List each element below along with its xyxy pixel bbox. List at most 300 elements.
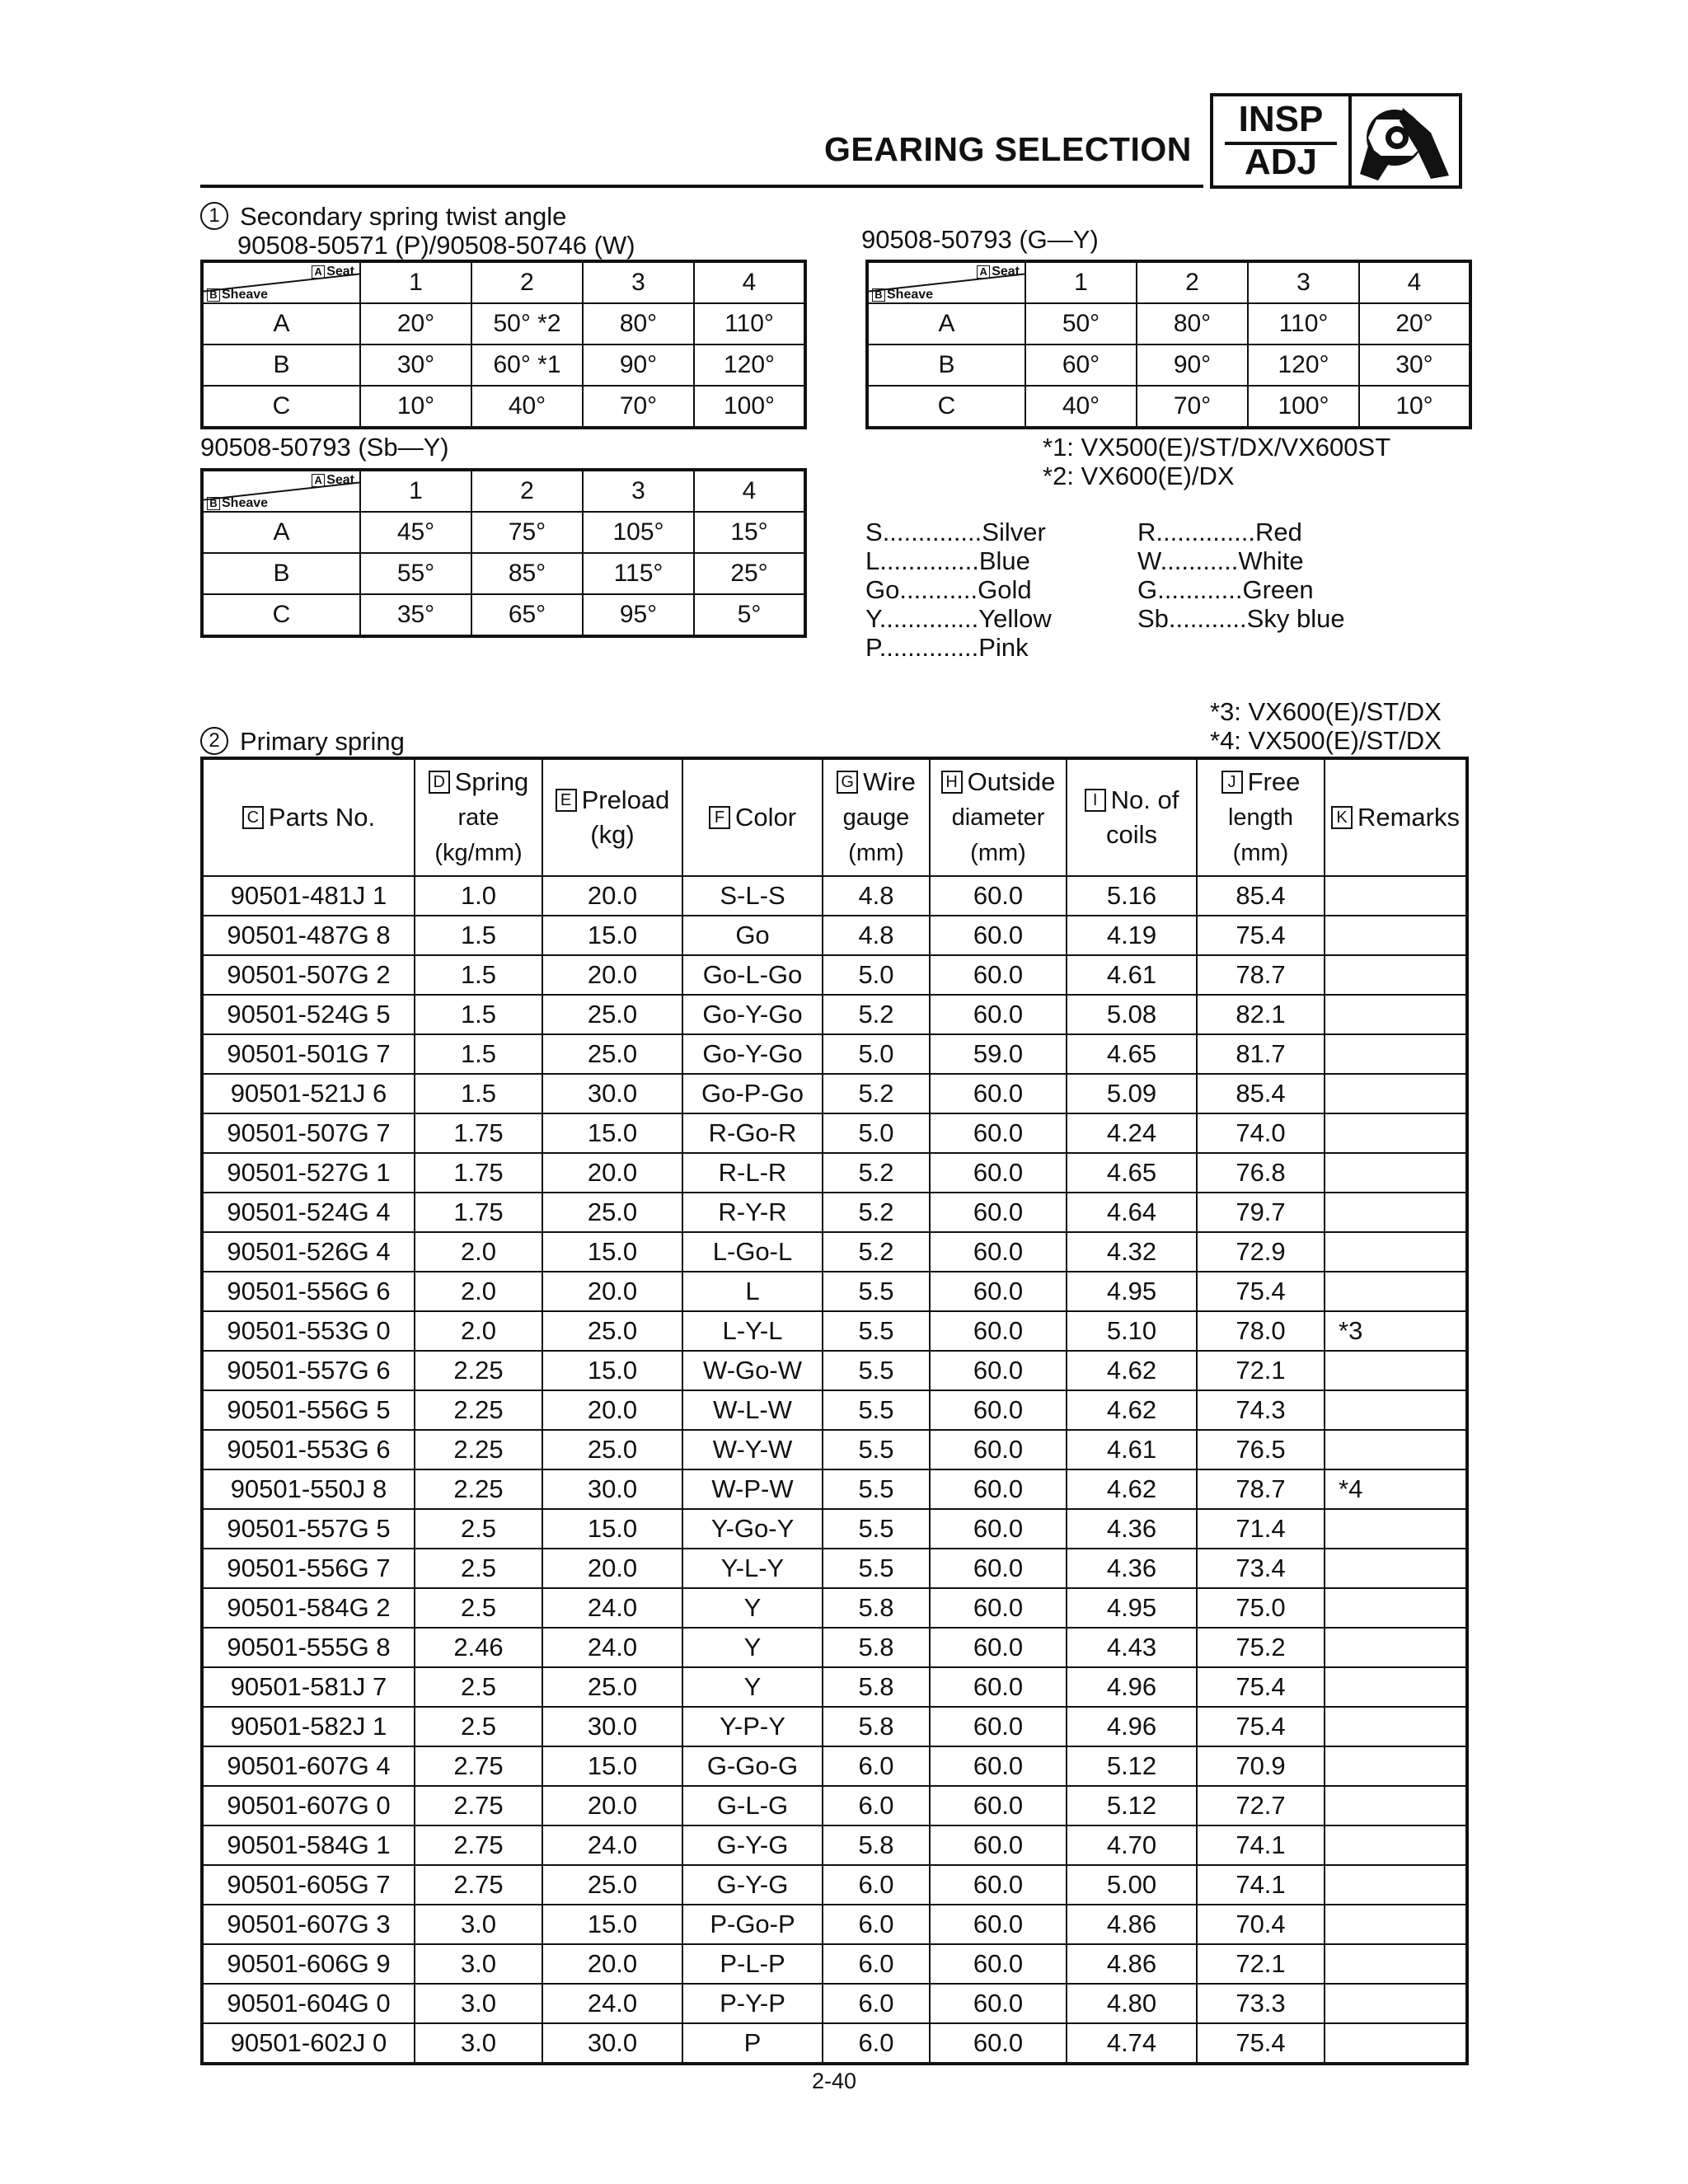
spring-rate-cell: 1.5 <box>415 955 542 995</box>
wire-gauge-cell: 4.8 <box>823 876 930 916</box>
outside-diameter-cell: 60.0 <box>930 916 1067 955</box>
parts-no-cell: 90501-553G 0 <box>202 1311 415 1351</box>
outside-diameter-cell: 60.0 <box>930 1153 1067 1193</box>
outside-diameter-cell: 60.0 <box>930 1193 1067 1232</box>
table2-part-label: 90508-50793 (G—Y) <box>861 225 1099 254</box>
preload-cell: 15.0 <box>542 1905 682 1944</box>
coils-cell: 5.12 <box>1067 1746 1197 1786</box>
spring-rate-cell: 2.0 <box>415 1311 542 1351</box>
table-row <box>202 386 805 428</box>
preload-cell: 20.0 <box>542 1153 682 1193</box>
remarks-cell: *3 <box>1325 1311 1467 1351</box>
spring-rate-cell: 3.0 <box>415 2023 542 2064</box>
table-row <box>202 1193 1467 1232</box>
free-length-cell: 78.0 <box>1197 1311 1325 1351</box>
color-cell: Y <box>682 1667 823 1707</box>
column-header <box>1067 758 1197 876</box>
row-label: B <box>202 553 360 594</box>
legend-item: Sb...........Sky blue <box>1137 604 1345 633</box>
remarks-cell <box>1325 1272 1467 1311</box>
spring-rate-cell: 1.75 <box>415 1193 542 1232</box>
wire-gauge-cell: 6.0 <box>823 1746 930 1786</box>
remarks-cell <box>1325 995 1467 1034</box>
table-row <box>202 1153 1467 1193</box>
coils-cell: 4.43 <box>1067 1628 1197 1667</box>
outside-diameter-cell: 60.0 <box>930 1825 1067 1865</box>
parts-no-cell: 90501-607G 0 <box>202 1786 415 1825</box>
column-header <box>542 758 682 876</box>
parts-no-cell: 90501-550J 8 <box>202 1469 415 1509</box>
wire-gauge-cell: 5.5 <box>823 1509 930 1549</box>
wire-gauge-cell: 5.5 <box>823 1549 930 1588</box>
outside-diameter-cell: 60.0 <box>930 1272 1067 1311</box>
preload-cell: 15.0 <box>542 916 682 955</box>
color-cell: Y-L-Y <box>682 1549 823 1588</box>
table-row <box>202 553 805 594</box>
free-length-cell: 70.4 <box>1197 1905 1325 1944</box>
legend-item: R..............Red <box>1137 518 1302 546</box>
angle-cell: 5° <box>694 594 805 636</box>
color-cell: Go-P-Go <box>682 1074 823 1113</box>
parts-no-cell: 90501-557G 6 <box>202 1351 415 1390</box>
parts-no-cell: 90501-606G 9 <box>202 1944 415 1984</box>
coils-cell: 4.74 <box>1067 2023 1197 2064</box>
spring-rate-cell: 1.5 <box>415 916 542 955</box>
footnote-4: *4: VX500(E)/ST/DX <box>1210 726 1442 755</box>
table-row <box>202 1074 1467 1113</box>
color-cell: P-Y-P <box>682 1984 823 2023</box>
spring-rate-cell: 1.75 <box>415 1113 542 1153</box>
column-header-text: Parts No. <box>268 803 376 832</box>
wire-gauge-cell: 5.0 <box>823 1034 930 1074</box>
angle-cell: 55° <box>360 553 471 594</box>
outside-diameter-cell: 60.0 <box>930 1509 1067 1549</box>
legend-item: P..............Pink <box>865 633 1029 662</box>
secondary-caption-text: Secondary spring twist angle <box>240 202 567 231</box>
preload-cell: 20.0 <box>542 1944 682 1984</box>
preload-cell: 30.0 <box>542 1707 682 1746</box>
row-label: C <box>202 386 360 428</box>
free-length-cell: 73.4 <box>1197 1549 1325 1588</box>
free-length-cell: 75.4 <box>1197 1272 1325 1311</box>
column-header-text: Preload <box>581 785 670 814</box>
angle-cell: 50° <box>1025 303 1137 344</box>
column-letter-box: G <box>837 771 858 794</box>
coils-cell: 4.19 <box>1067 916 1197 955</box>
table-row <box>202 1351 1467 1390</box>
footnote-3: *3: VX600(E)/ST/DX <box>1210 697 1442 726</box>
wire-gauge-cell: 4.8 <box>823 916 930 955</box>
angle-cell: 90° <box>1137 344 1248 386</box>
free-length-cell: 72.1 <box>1197 1944 1325 1984</box>
column-header <box>930 758 1067 876</box>
table-row <box>202 1905 1467 1944</box>
column-header <box>823 758 930 876</box>
remarks-cell <box>1325 1430 1467 1469</box>
row-label: B <box>867 344 1025 386</box>
color-cell: G-Go-G <box>682 1746 823 1786</box>
outside-diameter-cell: 60.0 <box>930 1469 1067 1509</box>
angle-cell: 85° <box>471 553 583 594</box>
legend-item: Y..............Yellow <box>865 604 1052 633</box>
spring-rate-cell: 2.5 <box>415 1549 542 1588</box>
table-row <box>202 594 805 636</box>
table-row <box>202 1825 1467 1865</box>
coils-cell: 4.95 <box>1067 1272 1197 1311</box>
free-length-cell: 75.4 <box>1197 1667 1325 1707</box>
outside-diameter-cell: 60.0 <box>930 1865 1067 1905</box>
parts-no-cell: 90501-581J 7 <box>202 1667 415 1707</box>
wrench-icon <box>1352 96 1459 185</box>
seat-sheave-header <box>202 470 360 512</box>
angle-cell: 25° <box>694 553 805 594</box>
color-cell: W-P-W <box>682 1469 823 1509</box>
outside-diameter-cell: 60.0 <box>930 1232 1067 1272</box>
coils-cell: 4.64 <box>1067 1193 1197 1232</box>
spring-rate-cell: 2.0 <box>415 1272 542 1311</box>
outside-diameter-cell: 60.0 <box>930 1786 1067 1825</box>
coils-cell: 5.16 <box>1067 876 1197 916</box>
spring-rate-cell: 1.5 <box>415 1074 542 1113</box>
row-label: A <box>867 303 1025 344</box>
angle-cell: 50° *2 <box>471 303 583 344</box>
table1-part-label: 90508-50571 (P)/90508-50746 (W) <box>237 231 635 260</box>
color-cell: Go-Y-Go <box>682 1034 823 1074</box>
column-header-text: Color <box>734 803 797 832</box>
angle-cell: 30° <box>1359 344 1470 386</box>
free-length-cell: 72.9 <box>1197 1232 1325 1272</box>
sheave-label: B Sheave <box>207 496 268 511</box>
column-letter-box: C <box>242 806 264 829</box>
preload-cell: 15.0 <box>542 1509 682 1549</box>
col-header: 3 <box>583 261 694 303</box>
badge-text-cell <box>1213 96 1352 185</box>
column-header <box>1197 758 1325 876</box>
coils-cell: 4.61 <box>1067 955 1197 995</box>
column-letter-box: J <box>1221 771 1243 794</box>
free-length-cell: 75.4 <box>1197 1707 1325 1746</box>
spring-rate-cell: 2.75 <box>415 1865 542 1905</box>
wire-gauge-cell: 5.0 <box>823 1113 930 1153</box>
coils-cell: 5.10 <box>1067 1311 1197 1351</box>
section-number-circle: 1 <box>200 202 228 230</box>
table-row <box>202 2023 1467 2064</box>
angle-cell: 60° <box>1025 344 1137 386</box>
column-header-text: (kg) <box>590 820 635 849</box>
preload-cell: 20.0 <box>542 1272 682 1311</box>
free-length-cell: 82.1 <box>1197 995 1325 1034</box>
parts-no-cell: 90501-507G 7 <box>202 1113 415 1153</box>
footnote-1: *1: VX500(E)/ST/DX/VX600ST <box>1043 433 1391 462</box>
wire-gauge-cell: 5.8 <box>823 1825 930 1865</box>
table-row <box>202 1034 1467 1074</box>
outside-diameter-cell: 60.0 <box>930 1944 1067 1984</box>
column-letter-box: I <box>1085 789 1106 812</box>
parts-no-cell: 90501-605G 7 <box>202 1865 415 1905</box>
parts-no-cell: 90501-556G 6 <box>202 1272 415 1311</box>
preload-cell: 20.0 <box>542 1549 682 1588</box>
spring-rate-cell: 2.5 <box>415 1667 542 1707</box>
column-header-text: diameter <box>951 804 1045 831</box>
angle-cell: 10° <box>360 386 471 428</box>
parts-no-cell: 90501-607G 4 <box>202 1746 415 1786</box>
col-header: 1 <box>1025 261 1137 303</box>
seat-label: A Seat <box>312 473 354 488</box>
badge-insp-label: INSP <box>1238 99 1324 139</box>
angle-cell: 100° <box>1248 386 1359 428</box>
color-cell: Go <box>682 916 823 955</box>
parts-no-cell: 90501-602J 0 <box>202 2023 415 2064</box>
column-header-text: No. of <box>1110 785 1179 814</box>
free-length-cell: 74.1 <box>1197 1865 1325 1905</box>
preload-cell: 20.0 <box>542 1390 682 1430</box>
angle-cell: 110° <box>694 303 805 344</box>
angle-cell: 65° <box>471 594 583 636</box>
outside-diameter-cell: 60.0 <box>930 1351 1067 1390</box>
color-cell: G-Y-G <box>682 1825 823 1865</box>
row-label: A <box>202 303 360 344</box>
column-header-text: (kg/mm) <box>434 840 523 866</box>
color-cell: Y <box>682 1628 823 1667</box>
col-header: 1 <box>360 261 471 303</box>
angle-cell: 70° <box>1137 386 1248 428</box>
col-header: 2 <box>471 470 583 512</box>
preload-cell: 25.0 <box>542 1311 682 1351</box>
angle-cell: 115° <box>583 553 694 594</box>
coils-cell: 4.96 <box>1067 1667 1197 1707</box>
column-header <box>682 758 823 876</box>
angle-cell: 120° <box>694 344 805 386</box>
table-row <box>202 1746 1467 1786</box>
wire-gauge-cell: 6.0 <box>823 1944 930 1984</box>
angle-cell: 30° <box>360 344 471 386</box>
color-cell: Go-L-Go <box>682 955 823 995</box>
col-header: 2 <box>1137 261 1248 303</box>
angle-cell: 35° <box>360 594 471 636</box>
angle-cell: 20° <box>1359 303 1470 344</box>
column-header-text: Remarks <box>1357 803 1460 832</box>
parts-no-cell: 90501-556G 5 <box>202 1390 415 1430</box>
title-rule <box>200 185 1203 188</box>
table-row <box>202 955 1467 995</box>
seat-sheave-header <box>867 261 1025 303</box>
preload-cell: 25.0 <box>542 1430 682 1469</box>
angle-cell: 75° <box>471 512 583 553</box>
preload-cell: 25.0 <box>542 1034 682 1074</box>
spring-rate-cell: 2.75 <box>415 1786 542 1825</box>
wire-gauge-cell: 6.0 <box>823 1865 930 1905</box>
color-cell: L <box>682 1272 823 1311</box>
column-letter-box: D <box>429 771 450 794</box>
preload-cell: 15.0 <box>542 1232 682 1272</box>
col-header: 1 <box>360 470 471 512</box>
table3-part-label: 90508-50793 (Sb—Y) <box>200 433 449 462</box>
angle-cell: 95° <box>583 594 694 636</box>
remarks-cell <box>1325 876 1467 916</box>
free-length-cell: 73.3 <box>1197 1984 1325 2023</box>
coils-cell: 4.86 <box>1067 1944 1197 1984</box>
table-row <box>867 386 1470 428</box>
wire-gauge-cell: 6.0 <box>823 1984 930 2023</box>
wire-gauge-cell: 5.5 <box>823 1311 930 1351</box>
remarks-cell <box>1325 1193 1467 1232</box>
angle-cell: 40° <box>471 386 583 428</box>
table-row <box>202 1667 1467 1707</box>
spring-rate-cell: 2.5 <box>415 1707 542 1746</box>
table-header-row <box>202 470 805 512</box>
spring-rate-cell: 2.46 <box>415 1628 542 1667</box>
seat-sheave-header <box>202 261 360 303</box>
table-row <box>202 1588 1467 1628</box>
outside-diameter-cell: 60.0 <box>930 1746 1067 1786</box>
free-length-cell: 85.4 <box>1197 876 1325 916</box>
table-row <box>202 1786 1467 1825</box>
free-length-cell: 74.0 <box>1197 1113 1325 1153</box>
remarks-cell <box>1325 1905 1467 1944</box>
parts-no-cell: 90501-556G 7 <box>202 1549 415 1588</box>
table-row <box>202 916 1467 955</box>
spring-rate-cell: 1.75 <box>415 1153 542 1193</box>
table-row <box>202 995 1467 1034</box>
coils-cell: 4.36 <box>1067 1549 1197 1588</box>
page-title: GEARING SELECTION <box>824 130 1192 168</box>
free-length-cell: 72.7 <box>1197 1786 1325 1825</box>
parts-no-cell: 90501-526G 4 <box>202 1232 415 1272</box>
color-cell: Y <box>682 1588 823 1628</box>
color-cell: W-Go-W <box>682 1351 823 1390</box>
outside-diameter-cell: 60.0 <box>930 1667 1067 1707</box>
outside-diameter-cell: 60.0 <box>930 876 1067 916</box>
spring-rate-cell: 1.5 <box>415 995 542 1034</box>
wire-gauge-cell: 5.2 <box>823 1193 930 1232</box>
remarks-cell <box>1325 1113 1467 1153</box>
coils-cell: 4.32 <box>1067 1232 1197 1272</box>
coils-cell: 4.96 <box>1067 1707 1197 1746</box>
preload-cell: 25.0 <box>542 1667 682 1707</box>
color-cell: W-Y-W <box>682 1430 823 1469</box>
angle-cell: 110° <box>1248 303 1359 344</box>
outside-diameter-cell: 60.0 <box>930 995 1067 1034</box>
parts-no-cell: 90501-527G 1 <box>202 1153 415 1193</box>
row-label: C <box>202 594 360 636</box>
wire-gauge-cell: 5.5 <box>823 1351 930 1390</box>
remarks-cell <box>1325 1074 1467 1113</box>
angle-cell: 20° <box>360 303 471 344</box>
remarks-cell <box>1325 916 1467 955</box>
angle-cell: 15° <box>694 512 805 553</box>
coils-cell: 5.09 <box>1067 1074 1197 1113</box>
remarks-cell <box>1325 1509 1467 1549</box>
sheave-label: B Sheave <box>207 288 268 302</box>
remarks-cell <box>1325 1588 1467 1628</box>
parts-no-cell: 90501-582J 1 <box>202 1707 415 1746</box>
wire-gauge-cell: 5.5 <box>823 1430 930 1469</box>
color-cell: R-Y-R <box>682 1193 823 1232</box>
outside-diameter-cell: 60.0 <box>930 1628 1067 1667</box>
table-row <box>202 1509 1467 1549</box>
column-letter-box: F <box>709 806 730 829</box>
spring-rate-cell: 2.25 <box>415 1469 542 1509</box>
wire-gauge-cell: 5.8 <box>823 1628 930 1667</box>
remarks-cell <box>1325 1390 1467 1430</box>
table-header-row <box>202 758 1467 876</box>
seat-label: A Seat <box>977 265 1020 279</box>
table-row <box>202 1549 1467 1588</box>
color-cell: G-L-G <box>682 1786 823 1825</box>
angle-cell: 80° <box>583 303 694 344</box>
color-legend-right <box>1137 518 1345 633</box>
spring-rate-cell: 1.0 <box>415 876 542 916</box>
outside-diameter-cell: 60.0 <box>930 1549 1067 1588</box>
outside-diameter-cell: 60.0 <box>930 1311 1067 1351</box>
section-number-circle: 2 <box>200 727 228 755</box>
table-row <box>202 1865 1467 1905</box>
angle-cell: 105° <box>583 512 694 553</box>
wire-gauge-cell: 5.2 <box>823 1232 930 1272</box>
color-cell: Go-Y-Go <box>682 995 823 1034</box>
coils-cell: 4.65 <box>1067 1153 1197 1193</box>
column-header <box>415 758 542 876</box>
column-letter-box: H <box>941 771 963 794</box>
wire-gauge-cell: 5.2 <box>823 1074 930 1113</box>
col-header: 2 <box>471 261 583 303</box>
outside-diameter-cell: 60.0 <box>930 1905 1067 1944</box>
angle-cell: 90° <box>583 344 694 386</box>
free-length-cell: 74.1 <box>1197 1825 1325 1865</box>
spring-rate-cell: 2.25 <box>415 1430 542 1469</box>
preload-cell: 24.0 <box>542 1984 682 2023</box>
preload-cell: 30.0 <box>542 2023 682 2064</box>
secondary-caption <box>200 202 566 232</box>
coils-cell: 4.62 <box>1067 1351 1197 1390</box>
angle-cell: 120° <box>1248 344 1359 386</box>
remarks-cell <box>1325 1786 1467 1825</box>
remarks-cell <box>1325 1865 1467 1905</box>
angle-cell: 45° <box>360 512 471 553</box>
wire-gauge-cell: 5.0 <box>823 955 930 995</box>
free-length-cell: 75.0 <box>1197 1588 1325 1628</box>
twist-angle-table-1 <box>200 260 807 429</box>
color-cell: R-L-R <box>682 1153 823 1193</box>
wire-gauge-cell: 5.5 <box>823 1390 930 1430</box>
free-length-cell: 81.7 <box>1197 1034 1325 1074</box>
section-badge <box>1210 93 1462 189</box>
page-number: 2-40 <box>812 2069 857 2093</box>
free-length-cell: 75.4 <box>1197 916 1325 955</box>
spring-rate-cell: 2.0 <box>415 1232 542 1272</box>
remarks-cell <box>1325 1746 1467 1786</box>
preload-cell: 24.0 <box>542 1825 682 1865</box>
preload-cell: 15.0 <box>542 1746 682 1786</box>
outside-diameter-cell: 60.0 <box>930 1588 1067 1628</box>
parts-no-cell: 90501-487G 8 <box>202 916 415 955</box>
col-header: 3 <box>1248 261 1359 303</box>
twist-angle-table-3 <box>200 468 807 638</box>
coils-cell: 4.65 <box>1067 1034 1197 1074</box>
preload-cell: 30.0 <box>542 1074 682 1113</box>
color-cell: P-L-P <box>682 1944 823 1984</box>
spring-rate-cell: 2.75 <box>415 1746 542 1786</box>
coils-cell: 4.70 <box>1067 1825 1197 1865</box>
color-cell: Y-Go-Y <box>682 1509 823 1549</box>
table-row <box>202 1469 1467 1509</box>
table-row <box>202 1628 1467 1667</box>
outside-diameter-cell: 60.0 <box>930 1390 1067 1430</box>
remarks-cell <box>1325 1351 1467 1390</box>
legend-item: L..............Blue <box>865 546 1030 575</box>
column-header-text: (mm) <box>848 840 904 866</box>
spring-rate-cell: 2.25 <box>415 1351 542 1390</box>
